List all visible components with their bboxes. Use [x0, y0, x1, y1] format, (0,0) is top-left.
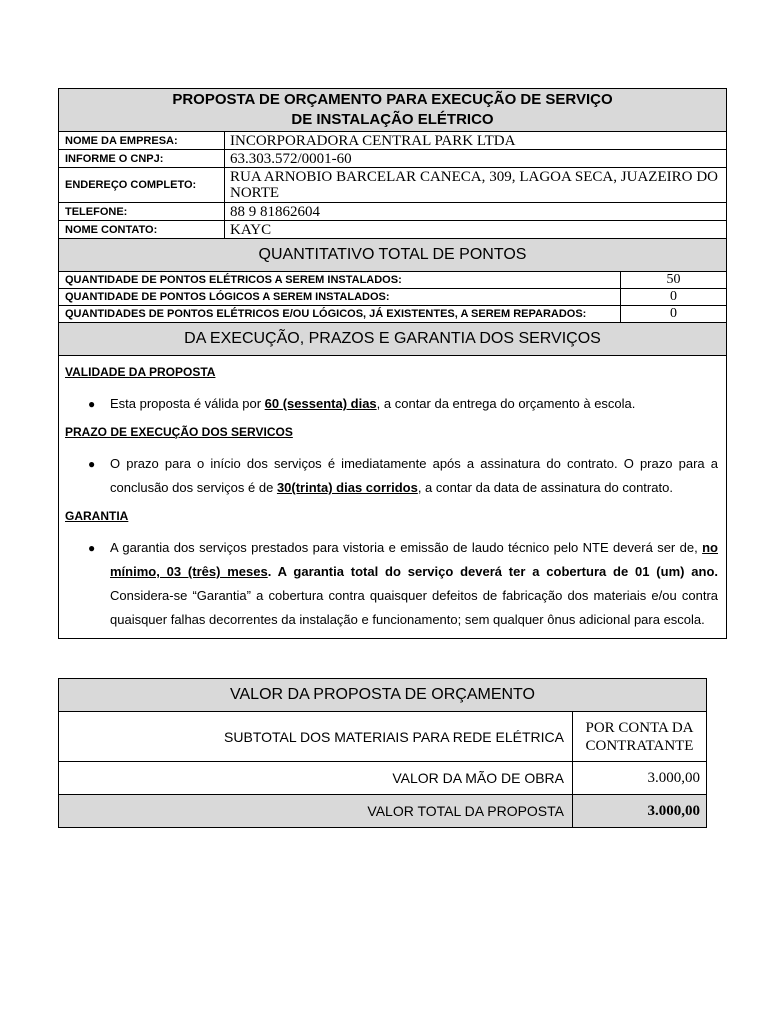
repair-points-value: 0: [670, 306, 677, 321]
address-value: RUA ARNOBIO BARCELAR CANECA, 309, LAGOA SECA, JUAZEIRO DO NORTE: [230, 169, 718, 201]
phone-label: TELEFONE:: [59, 203, 225, 220]
execution-heading: DA EXECUÇÃO, PRAZOS E GARANTIA DOS SERVIÇOS: [59, 323, 726, 356]
total-value-row: [59, 795, 706, 827]
logical-points-row: [59, 289, 726, 306]
contact-value: KAYC: [230, 221, 272, 238]
total-value-label: VALOR TOTAL DA PROPOSTA: [59, 795, 573, 827]
phone-value: 88 9 81862604: [230, 203, 320, 220]
proposal-title: [59, 89, 726, 132]
cnpj-row: [59, 150, 726, 168]
materials-subtotal-label: SUBTOTAL DOS MATERIAIS PARA REDE ELÉTRICA: [59, 712, 573, 761]
proposal-title-line2: DE INSTALAÇÃO ELÉTRICO: [291, 111, 494, 128]
warranty-total: . A garantia total do serviço deverá ter a cobertura de 01 (um) ano.: [267, 564, 719, 579]
bullet-icon: ●: [88, 397, 96, 411]
phone-row: [59, 203, 726, 221]
warranty-title: GARANTIA: [65, 509, 129, 523]
value-heading: VALOR DA PROPOSTA DE ORÇAMENTO: [59, 679, 706, 712]
bullet-icon: ●: [88, 541, 96, 555]
total-value: 3.000,00: [647, 802, 700, 819]
company-name-label: NOME DA EMPRESA:: [59, 132, 225, 149]
labor-value-row: [59, 762, 706, 795]
deadline-bullet: [88, 452, 718, 500]
logical-points-label: QUANTIDADE DE PONTOS LÓGICOS A SEREM INSTALADOS:: [59, 289, 621, 305]
repair-points-label: QUANTIDADES DE PONTOS ELÉTRICOS E/OU LÓGICOS, JÁ EXISTENTES, A SEREM REPARADOS:: [59, 306, 621, 322]
warranty-minimum: no mínimo, 03 (três) meses: [110, 540, 718, 579]
deadline-duration: 30(trinta) dias corridos: [276, 480, 418, 495]
address-row: [59, 168, 726, 203]
cnpj-value: 63.303.572/0001-60: [230, 150, 352, 167]
address-label: ENDEREÇO COMPLETO:: [59, 168, 225, 202]
execution-body: [59, 356, 726, 638]
materials-subtotal-value: POR CONTA DA CONTRATANTE: [585, 719, 694, 754]
labor-value: 3.000,00: [647, 769, 700, 786]
bullet-icon: ●: [88, 457, 96, 471]
deadline-text: O prazo para o início dos serviços é imediatamente após a assinatura do contrato. O prazo para a conclusão dos serviços é de 30(trinta) dias corridos, a contar da data de assinatura do contrato.: [110, 456, 718, 495]
electrical-points-label: QUANTIDADE DE PONTOS ELÉTRICOS A SEREM INSTALADOS:: [59, 272, 621, 288]
value-table: [58, 678, 707, 828]
validity-title: VALIDADE DA PROPOSTA: [65, 365, 216, 379]
company-name-row: [59, 132, 726, 150]
cnpj-label: INFORME O CNPJ:: [59, 150, 225, 167]
repair-points-row: [59, 306, 726, 323]
validity-bullet: [88, 392, 718, 416]
contact-row: [59, 221, 726, 239]
labor-value-label: VALOR DA MÃO DE OBRA: [59, 762, 573, 794]
proposal-table: [58, 88, 727, 639]
electrical-points-value: 50: [666, 272, 681, 287]
proposal-title-line1: PROPOSTA DE ORÇAMENTO PARA EXECUÇÃO DE SERVIÇO: [172, 91, 613, 108]
warranty-text: A garantia dos serviços prestados para vistoria e emissão de laudo técnico pelo NTE deverá ser de, no mínimo, 03 (três) meses. A garantia total do serviço deverá ter a cobertura de 01 (um) ano. Considera-se “Garantia” a cobertura contra quaisquer defeitos de fabricação dos materiais e/ou contra quaisquer falhas decorrentes da instalação e funcionamento; sem qualquer ônus adicional para escola.: [110, 540, 719, 627]
deadline-title: PRAZO DE EXECUÇÃO DOS SERVICOS: [65, 425, 293, 439]
warranty-bullet: [88, 536, 718, 632]
logical-points-value: 0: [670, 289, 677, 304]
validity-text: Esta proposta é válida por 60 (sessenta) dias, a contar da entrega do orçamento à escola.: [110, 396, 636, 411]
validity-duration: 60 (sessenta) dias: [264, 396, 377, 411]
company-name-value: INCORPORADORA CENTRAL PARK LTDA: [230, 132, 516, 149]
quantities-heading: QUANTITATIVO TOTAL DE PONTOS: [59, 239, 726, 272]
contact-label: NOME CONTATO:: [59, 221, 225, 238]
electrical-points-row: [59, 272, 726, 289]
materials-subtotal-row: [59, 712, 706, 762]
